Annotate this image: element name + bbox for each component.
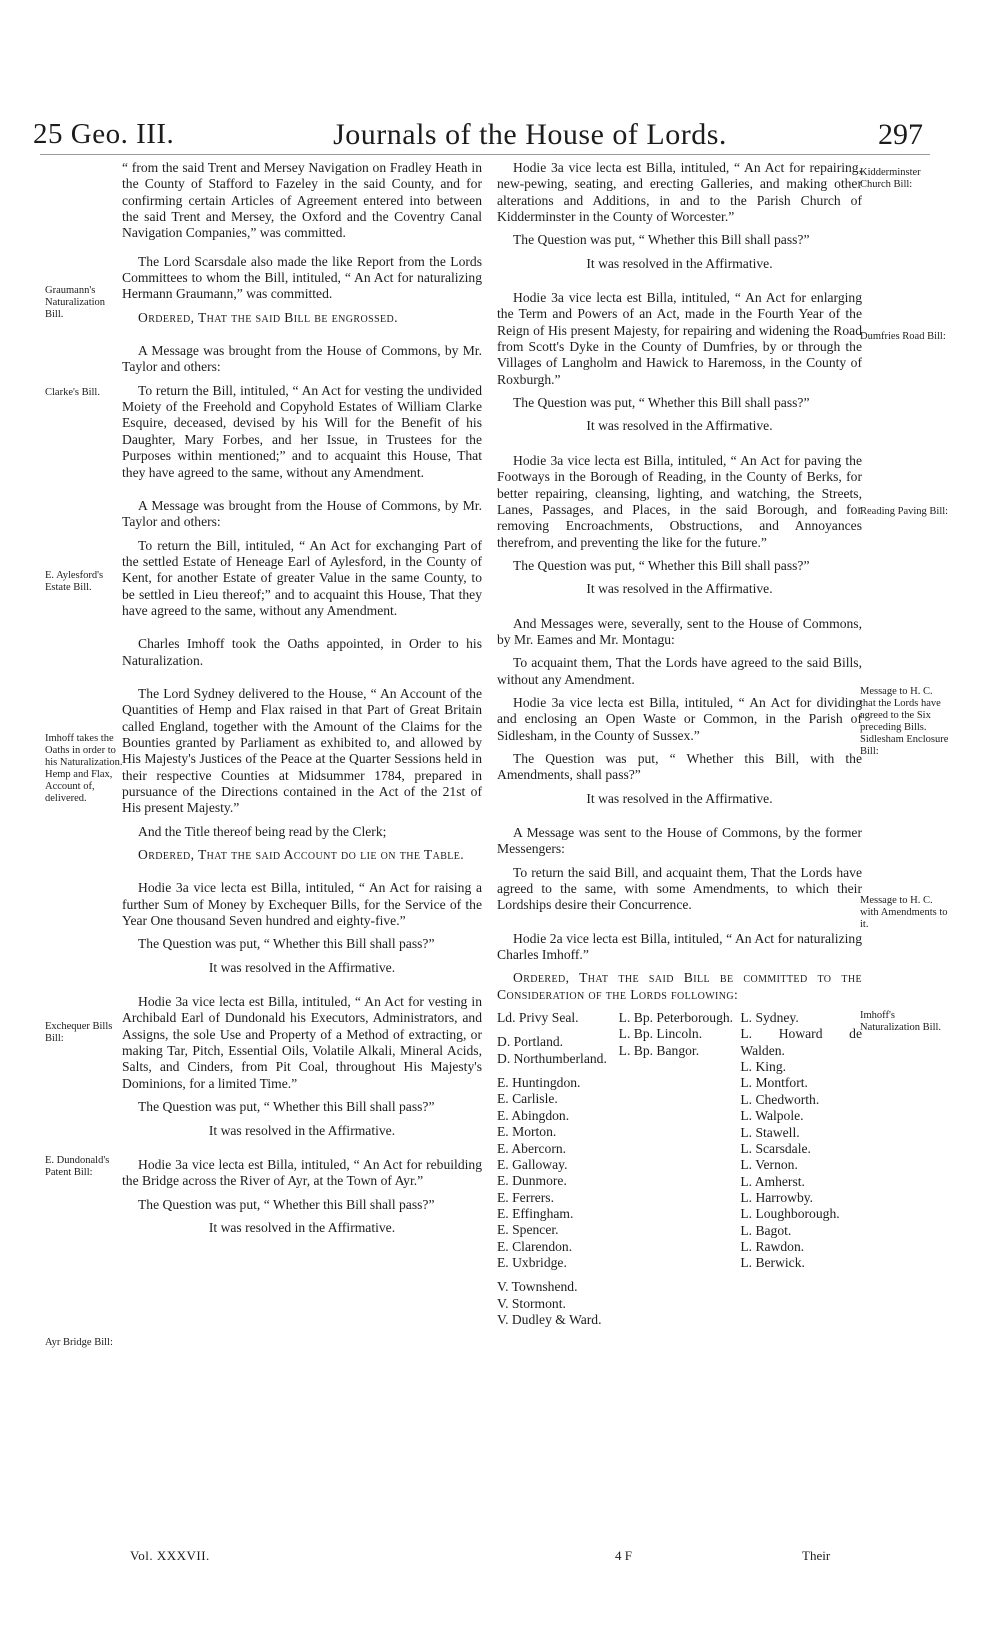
page-number: 297 [878, 118, 923, 151]
question-line: The Question was put, “ Whether this Bill shall pass?” [513, 557, 810, 573]
left-column [122, 160, 482, 1244]
paragraph: And the Title thereof being read by the Clerk; [138, 823, 387, 839]
volume-number: Vol. XXXVII. [130, 1548, 210, 1563]
lord-entry: E. Galloway. [497, 1156, 568, 1172]
lord-entry: L. Loughborough. [740, 1206, 840, 1222]
paragraph: “ from the said Trent and Mersey Navigation on Fradley Heath in the County of Stafford to Fazeley in the said County, and for confirming certain Articles of Agreement entered into between the said Trent and Mersey, the Oxford and the Coventry Canal Navigation Companies,” was committed. [122, 160, 482, 241]
question-line: The Question was put, “ Whether this Bill shall pass?” [513, 232, 810, 248]
resolution-line: It was resolved in the Affirmative. [586, 790, 773, 806]
lord-entry: L. Walpole. [740, 1108, 804, 1124]
margin-note-kidderminster: Kidderminster Church Bill: [860, 167, 921, 190]
lord-entry: E. Huntingdon. [497, 1075, 581, 1091]
lords-list-column-3 [740, 1010, 862, 1328]
margin-note-imhoff-hemp: Imhoff takes the Oaths in order to his Naturalization. Hemp and Flax, Account of, delivered. [45, 733, 123, 804]
resolution-line: It was resolved in the Affirmative. [208, 959, 396, 975]
margin-note-imhoff-bill: Imhoff's Naturalization Bill. [860, 1010, 942, 1033]
order-paragraph: Ordered, That the said Bill be engrossed. [138, 309, 398, 325]
paragraph: And Messages were, severally, sent to the House of Commons, by Mr. Eames and Mr. Montagu: [497, 615, 862, 647]
lord-entry: E. Abercorn. [497, 1140, 567, 1156]
paragraph: Hodie 2a vice lecta est Billa, intituled, “ An Act for naturalizing Charles Imhoff.” [497, 930, 862, 963]
paragraph: The Lord Sydney delivered to the House, “ An Account of the Quantities of Hemp and Flax raised in that Part of Great Britain called England, together with the Amount of the Claims for the Bounties granted by Parliament as exhibited to, and allowed by His Majesty's Justices of the Peace at the Quarter Sessions held in their respective Counties at Midsummer 1784, prepared in pursuance of the Directions contained in the Act of the 21st of His present Majesty.” [122, 685, 482, 816]
header-rule [40, 154, 930, 155]
resolution-line: It was resolved in the Affirmative. [208, 1122, 396, 1138]
lord-entry: L. Bp. Bangor. [618, 1042, 700, 1058]
lord-entry: E. Effingham. [497, 1205, 574, 1221]
paragraph: To return the Bill, intituled, “ An Act for vesting the undivided Moiety of the Freehold and Copyhold Estates of William Clarke Esquire, deceased, devised by his Will for the Benefit of his Daughter, Mary Forbes, and her Issue, in Trustees for the Purposes within mentioned;” and to acquaint this House, That they have agreed to the same, without any Amendment. [122, 382, 482, 480]
resolution-line: It was resolved in the Affirmative. [586, 581, 773, 597]
paragraph: Hodie 3a vice lecta est Billa, intituled, “ An Act for raising a further Sum of Money by Exchequer Bills, for the Service of the Year One thousand Seven hundred and eighty-five.” [122, 880, 482, 929]
lord-entry: L. Berwick. [740, 1255, 805, 1271]
margin-note-exchequer: Exchequer Bills Bill: [45, 1021, 113, 1044]
order-paragraph: Ordered, That the said Account do lie on the Table. [138, 847, 465, 863]
paragraph: Hodie 3a vice lecta est Billa, intituled, “ An Act for paving the Footways in the Borough of Reading, in the County of Berks, for better repairing, cleansing, lighting, and watching, the Streets, Lanes, Passages, and Places, in the said Borough, and for removing Encroachments, Obstructions, and Annoyances therefrom, and preventing the like for the future.” [497, 452, 862, 550]
lord-entry: L. Bagot. [740, 1222, 792, 1238]
margin-note-aylesford: E. Aylesford's Estate Bill. [45, 570, 104, 593]
lord-entry: L. Bp. Lincoln. [618, 1026, 703, 1042]
lord-entry: E. Spencer. [497, 1222, 559, 1238]
margin-note-graumann: Graumann's Naturalization Bill. [45, 285, 106, 320]
margin-note-message-amendments: Message to H. C. with Amendments to it. [860, 895, 948, 930]
lord-entry: D. Northumberland. [497, 1050, 607, 1066]
margin-note-message-six-bills: Message to H. C. that the Lords have agreed to the Six preceding Bills. Sidlesham Enclosure Bill: [860, 686, 949, 757]
signature-mark: 4 F [615, 1548, 632, 1563]
paragraph: Hodie 3a vice lecta est Billa, intituled, “ An Act for rebuilding the Bridge across the River of Ayr, at the Town of Ayr.” [122, 1156, 482, 1189]
question-line: The Question was put, “ Whether this Bill, with the Amendments, shall pass?” [497, 750, 862, 783]
lord-entry: E. Morton. [497, 1124, 557, 1140]
lord-entry: E. Carlisle. [497, 1091, 558, 1107]
regnal-year: 25 Geo. III. [33, 118, 175, 150]
catchword: Their [802, 1548, 831, 1563]
lord-entry: L. Vernon. [740, 1157, 798, 1173]
lord-entry: V. Stormont. [497, 1295, 566, 1311]
question-line: The Question was put, “ Whether this Bill shall pass?” [138, 936, 435, 952]
right-column [497, 160, 862, 1328]
paragraph: To return the said Bill, and acquaint them, That the Lords have agreed to the same, with some Amendments, to which their Lordships desire their Concurrence. [497, 864, 862, 913]
lord-entry: V. Dudley & Ward. [497, 1311, 602, 1327]
resolution-line: It was resolved in the Affirmative. [208, 1219, 396, 1235]
lord-entry: E. Ferrers. [497, 1189, 554, 1205]
paragraph: A Message was brought from the House of Commons, by Mr. Taylor and others: [122, 343, 482, 375]
paragraph: A Message was sent to the House of Commons, by the former Messengers: [497, 825, 862, 857]
lords-committee-list [497, 1010, 862, 1328]
lord-entry: E. Dunmore. [497, 1173, 567, 1189]
margin-note-ayr: Ayr Bridge Bill: [45, 1337, 113, 1348]
paragraph: A Message was brought from the House of Commons, by Mr. Taylor and others: [122, 497, 482, 530]
margin-note-dundonald: E. Dundonald's Patent Bill: [45, 1155, 110, 1178]
paragraph: To acquaint them, That the Lords have agreed to the said Bills, without any Amendment. [497, 655, 862, 687]
lord-entry: Ld. Privy Seal. [497, 1010, 579, 1026]
question-line: The Question was put, “ Whether this Bill shall pass?” [513, 395, 810, 411]
lord-entry: E. Uxbridge. [497, 1254, 567, 1270]
lord-entry: L. King. [740, 1059, 787, 1075]
paragraph: Hodie 3a vice lecta est Billa, intituled, “ An Act for vesting in Archibald Earl of Dundonald his Executors, Administrators, and Assigns, the sole Use and Property of a Method of extracting, or making Tar, Pitch, Essential Oils, Volatile Alkali, Mineral Acids, Salts, and Cinders, from Pit Coal, throughout His Majesty's Dominions, for a limited Time.” [122, 994, 482, 1091]
lord-entry: D. Portland. [497, 1034, 564, 1050]
lord-entry: V. Townshend. [497, 1279, 578, 1295]
resolution-line: It was resolved in the Affirmative. [586, 418, 773, 434]
lord-entry: L. Amherst. [740, 1173, 805, 1189]
question-line: The Question was put, “ Whether this Bill shall pass?” [138, 1099, 435, 1115]
paragraph: Hodie 3a vice lecta est Billa, intituled, “ An Act for repairing, new-pewing, seating, and erecting Galleries, and making other alterations and Additions, in and to the Parish Church of Kidderminster in the County of Worcester.” [497, 160, 862, 225]
resolution-line: It was resolved in the Affirmative. [586, 255, 773, 271]
lords-list-column-1 [497, 1010, 619, 1328]
question-line: The Question was put, “ Whether this Bill shall pass?” [138, 1196, 435, 1212]
margin-note-reading: Reading Paving Bill: [860, 506, 949, 517]
lord-entry: L. Howard de Walden. [740, 1026, 863, 1058]
journal-title: Journals of the House of Lords. [333, 118, 727, 151]
paragraph: To return the Bill, intituled, “ An Act for exchanging Part of the settled Estate of Heneage Earl of Aylesford, in the County of Kent, for another Estate of greater Value in the same County, to be settled in Lieu thereof;” and to acquaint this House, That they have agreed to the same, without any Amendment. [122, 537, 482, 618]
lord-entry: L. Harrowby. [740, 1189, 814, 1205]
margin-note-clarke: Clarke's Bill. [45, 387, 100, 398]
paragraph: The Lord Scarsdale also made the like Report from the Lords Committees to whom the Bill, intituled, “ An Act for naturalizing Hermann Graumann,” was committed. [122, 253, 482, 302]
lord-entry: E. Abingdon. [497, 1107, 570, 1123]
lord-entry: L. Chedworth. [740, 1091, 820, 1107]
order-paragraph: Ordered, That the said Bill be committed to the Consideration of the Lords following: [497, 970, 862, 1002]
lord-entry: L. Rawdon. [740, 1238, 805, 1254]
paragraph: Charles Imhoff took the Oaths appointed, in Order to his Naturalization. [122, 636, 482, 668]
lord-entry: L. Stawell. [740, 1124, 800, 1140]
lord-entry: L. Bp. Peterborough. [618, 1010, 734, 1026]
lord-entry: E. Clarendon. [497, 1238, 573, 1254]
lord-entry: L. Sydney. [740, 1010, 799, 1026]
lord-entry: L. Scarsdale. [740, 1140, 811, 1156]
paragraph: Hodie 3a vice lecta est Billa, intituled, “ An Act for dividing and enclosing an Open Waste or Common, in the Parish of Sidlesham, in the County of Sussex.” [497, 694, 862, 743]
margin-note-dumfries: Dumfries Road Bill: [860, 331, 946, 342]
lord-entry: L. Montfort. [740, 1075, 808, 1091]
lords-list-column-2 [619, 1010, 741, 1328]
paragraph: Hodie 3a vice lecta est Billa, intituled, “ An Act for enlarging the Term and Powers of an Act, made in the Fourth Year of the Reign of His present Majesty, for repairing and widening the Road from Scott's Dyke in the County of Dumfries, by or through the Villages of Langholm and Hawick to Haremoss, in the County of Roxburgh.” [497, 290, 862, 387]
